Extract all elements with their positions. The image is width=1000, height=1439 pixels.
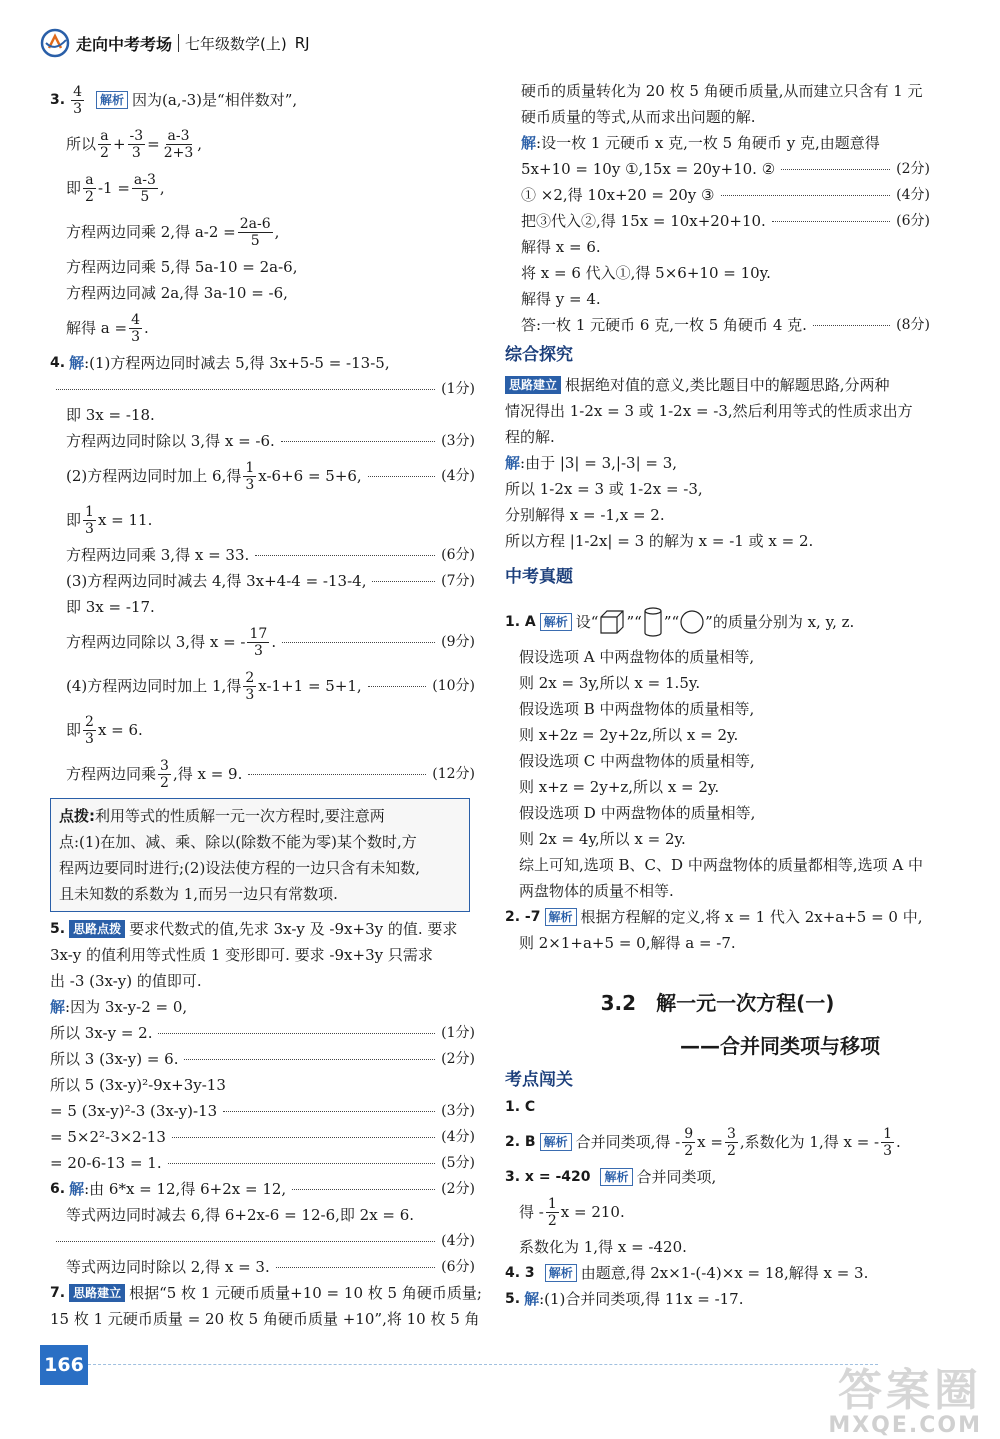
q3-line-7: 解得 a = $\frac{4}{3}$ . [66,311,149,345]
q5-line-2: 3x-y 的值利用等式性质 1 变形即可. 要求 -9x+3y 只需求 [50,946,433,964]
tip-heading: 点拨: [59,807,95,825]
q7-line-1: 7. 思路建立 根据“5 枚 1 元硬币质量+10 = 10 枚 5 角硬币质量; [50,1284,482,1302]
q5-line-7: 所以 5 (3x-y)²-9x+3y-13 [50,1076,226,1094]
footer-divider [88,1364,878,1365]
q5-line-9: = 5×2²-3×2-13 (4分) [50,1128,475,1146]
page-header [40,28,310,58]
explore-line-2: 情况得出 1-2x = 3 或 1-2x = -3,然后利用等式的性质求出方 [505,402,913,420]
explore-line-4: 解 :由于 |3| = 3,|-3| = 3, [505,454,678,472]
zk1-line-7: 则 x+z = 2y+z,所以 x = 2y. [519,778,720,796]
explore-line-3: 程的解. [505,428,555,446]
q4-line-4: (2)方程两边同时加上 6,得 $\frac{1}{3}$ x-6+6 = 5+6, (4分) [66,459,475,493]
q3-line-4: 方程两边同乘 2,得 a-2 = $\frac{2a-6}{5}$ , [66,215,280,249]
watermark [828,1365,982,1438]
page-number: 166 [40,1345,88,1385]
watermark-url: MXQE.COM [828,1413,982,1438]
q5-line-5: 所以 3x-y = 2. (1分) [50,1024,475,1042]
q3-line-5: 方程两边同乘 5,得 5a-10 = 2a-6, [66,258,298,276]
tip-box: 点拨:利用等式的性质解一元一次方程时,要注意两 点:(1)在加、减、乘、除以(除数不能为零)某个数时,方 程两边要同时进行;(2)设法使方程的一边只含有未知数, 且未知数的系数为 1,而另一边只有常数项. [50,798,470,912]
q4-line-8: 即 3x = -17. [66,598,155,616]
q3-number: 3. [50,92,66,108]
zk2-line-1: 2. -7 解析 根据方程解的定义,将 x = 1 代入 2x+a+5 = 0 中, [505,908,923,926]
q7c-line-9: 解得 y = 4. [521,290,601,308]
q7c-line-4: 5x+10 = 10y ①,15x = 20y+10. ② (2分) [521,160,930,178]
explore-line-7: 所以方程 |1-2x| = 3 的解为 x = -1 或 x = 2. [505,532,814,550]
kd4-line: 4. 3 解析 由题意,得 2x×1-(-4)×x = 18,解得 x = 3. [505,1264,869,1282]
zk1-line-11: 两盘物体的质量不相等. [519,882,674,900]
q5-line-1: 5. 思路点拨 要求代数式的值,先求 3x-y 及 -9x+3y 的值. 要求 [50,920,458,938]
q3-line-3: 即 $\frac{a}{2}$ -1 = $\frac{a-3}{5}$ , [66,171,165,205]
q3-answer-fraction: $\frac{4}{3}$ [73,83,82,117]
q5-line-10: = 20-6-13 = 1. (5分) [50,1154,475,1172]
q5-line-4: 解 :因为 3x-y-2 = 0, [50,998,188,1016]
zk1-line-1: 1. A 解析 设“ ”“ ”“ ”的质量分别为 x, y, z. [505,600,930,644]
silu-jianli-tag: 思路建立 [69,1284,125,1302]
q6-line-3: 等式两边同时除以 2,得 x = 3. (6分) [66,1258,475,1276]
book-title: 走向中考考场 [76,34,173,54]
explore-line-5: 所以 1-2x = 3 或 1-2x = -3, [505,480,703,498]
chapter-subtitle: ——合并同类项与移项 [680,1034,880,1058]
book-edition: RJ [294,34,310,52]
q3-line-6: 方程两边同减 2a,得 3a-10 = -6, [66,284,288,302]
q6-line-2: 等式两边同时减去 6,得 6+2x-6 = 12-6,即 2x = 6. [66,1206,415,1224]
q7c-line-7: 解得 x = 6. [521,238,601,256]
q3-line-1 [50,78,475,122]
q7c-line-8: 将 x = 6 代入①,得 5×6+10 = 10y. [521,264,771,282]
q3-line-2: 所以 $\frac{a}{2}$ + $\frac{-3}{3}$ = $\frac{a-3}{2+3}$ , [66,127,203,161]
kd3-line-3: 系数化为 1,得 x = -420. [519,1238,687,1256]
q5-line-3: 出 -3 (3x-y) 的值即可. [50,972,202,990]
q7c-line-5: ① ×2,得 10x+20 = 20y ③ (4分) [521,186,930,204]
zk1-line-2: 假设选项 A 中两盘物体的质量相等, [519,648,755,666]
explore-line-6: 分别解得 x = -1,x = 2. [505,506,665,524]
silu-dianbo-tag: 思路点拨 [69,920,125,938]
q3-intro: 因为(a,-3)是“相伴数对”, [132,91,298,109]
zk1-line-8: 假设选项 D 中两盘物体的质量相等, [519,804,756,822]
q4-line-10: (4)方程两边同时加上 1,得 $\frac{2}{3}$ x-1+1 = 5+1, (10分) [66,669,475,703]
zk1-line-10: 综上可知,选项 B、C、D 中两盘物体的质量都相等,选项 A 中 [519,856,923,874]
q7c-line-2: 硬币质量的等式,从而求出问题的解. [521,108,756,126]
jie-label: 解 [69,354,85,372]
zk1-line-4: 假设选项 B 中两盘物体的质量相等, [519,700,755,718]
book-logo-icon [40,28,70,58]
zk1-line-6: 假设选项 C 中两盘物体的质量相等, [519,752,755,770]
q4-line-6: 方程两边同乘 3,得 x = 33. (6分) [66,546,475,564]
jiexi-tag: 解析 [96,91,128,109]
book-subtitle: 七年级数学(上) [185,34,287,53]
q4-line-9: 方程两边同除以 3,得 x = - $\frac{17}{3}$ . (9分) [66,625,475,659]
q7c-line-6: 把③代入②,得 15x = 10x+20+10. (6分) [521,212,930,230]
chapter-title: 3.2 解一元一次方程(一) [600,991,835,1015]
right-column [505,78,930,1312]
watermark-logo: 答案圈 [838,1365,982,1416]
cylinder-icon [642,606,664,638]
section-heading-kaodian: 考点闯关 [505,1070,573,1090]
q4-score-1: (1分) [50,376,475,402]
q7c-line-10: 答:一枚 1 元硬币 6 克,一枚 5 角硬币 4 克. (8分) [521,316,930,334]
q7c-line-1: 硬币的质量转化为 20 枚 5 角硬币质量,从而建立只含有 1 元 [521,82,923,100]
q7-line-2: 15 枚 1 元硬币质量 = 20 枚 5 角硬币质量 +10”,将 10 枚 5 角 [50,1310,480,1328]
q4-line-2: 即 3x = -18. [66,406,155,424]
left-column [50,78,482,1332]
explore-line-1: 思路建立 根据绝对值的意义,类比题目中的解题思路,分两种 [505,372,930,398]
q4-line-11: 即 $\frac{2}{3}$ x = 6. [66,713,143,747]
q4-line-7: (3)方程两边同时减去 4,得 3x+4-4 = -13-4, (7分) [66,572,475,590]
zk2-line-2: 则 2×1+a+5 = 0,解得 a = -7. [519,934,736,952]
zk1-line-9: 则 2x = 4y,所以 x = 2y. [519,830,686,848]
section-heading-explore: 综合探究 [505,345,573,365]
q4-line-5: 即 $\frac{1}{3}$ x = 11. [66,503,153,537]
q6-line-1: 6. 解 :由 6*x = 12,得 6+2x = 12, (2分) [50,1180,475,1198]
kd1-line: 1. C [505,1099,536,1115]
header-divider [178,34,179,52]
cube-icon [598,608,626,636]
q6-score-2: (4分) [50,1228,475,1254]
q5-line-6: 所以 3 (3x-y) = 6. (2分) [50,1050,475,1068]
q4-line-12: 方程两边同乘 $\frac{3}{2}$ ,得 x = 9. (12分) [66,757,475,791]
q7c-line-3: 解 :设一枚 1 元硬币 x 克,一枚 5 角硬币 y 克,由题意得 [521,134,880,152]
kd3-line-2: 得 - $\frac{1}{2}$ x = 210. [519,1195,625,1229]
kd3-line-1: 3. x = -420 解析 合并同类项, [505,1168,717,1186]
zk1-line-3: 则 2x = 3y,所以 x = 1.5y. [519,674,701,692]
q4-line-1: 4. 解 :(1)方程两边同时减去 5,得 3x+5-5 = -13-5, [50,350,475,376]
zk1-line-5: 则 x+2z = 2y+2z,所以 x = 2y. [519,726,739,744]
q5-line-8: = 5 (3x-y)²-3 (3x-y)-13 (3分) [50,1102,475,1120]
q4-line-3: 方程两边同时除以 3,得 x = -6. (3分) [66,432,475,450]
section-heading-zhongkao: 中考真题 [505,567,573,587]
kd2-line: 2. B 解析 合并同类项,得 - $\frac{9}{2}$ x = $\frac{3}{2}$ ,系数化为 1,得 x = - $\frac{1}{3}$ . [505,1125,901,1159]
sphere-icon [679,609,705,635]
kd5-line: 5. 解 :(1)合并同类项,得 11x = -17. [505,1290,744,1308]
